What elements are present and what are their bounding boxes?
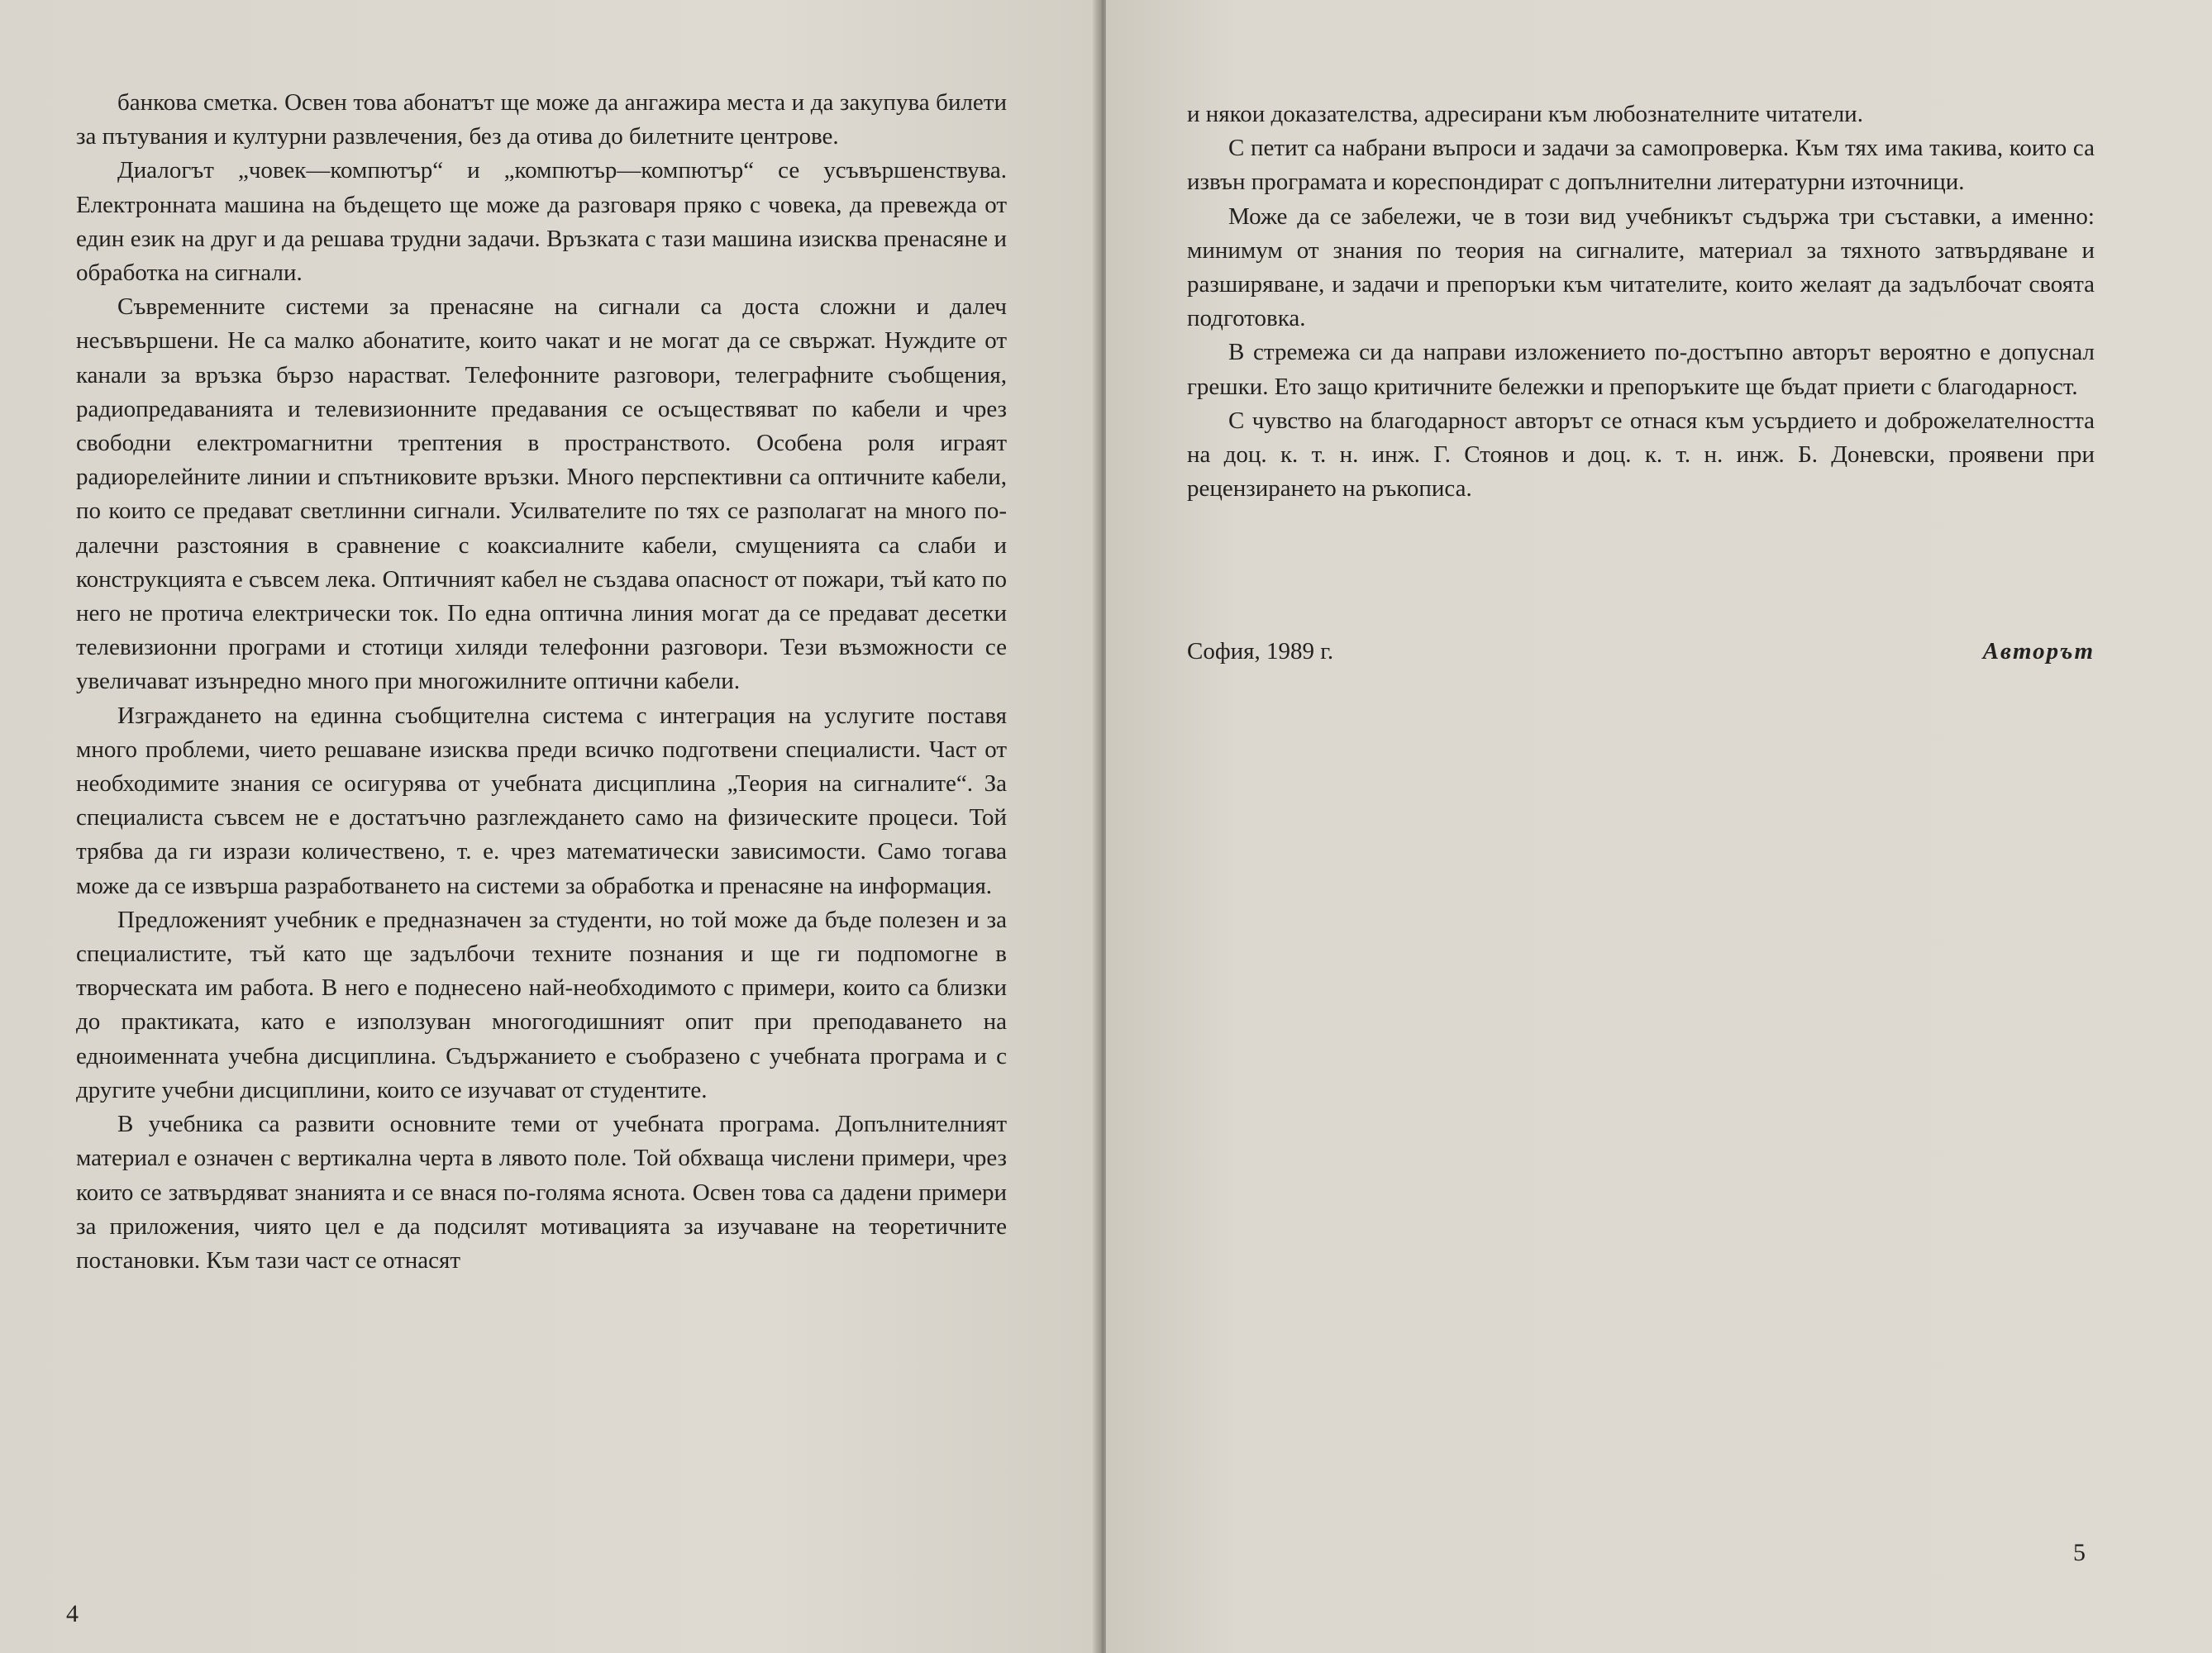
paragraph: банкова сметка. Освен това абонатът ще може да ангажира места и да закупува билети за пътувания и културни развлечения, без да отива до билетните центрове.	[76, 89, 1007, 150]
paragraph: Може да се забележи, че в този вид учебникът съдържа три съставки, а именно: минимум от знания по теория на сигналите, материал за тяхното затвърдяване и разширяване, и задачи и препоръки към читателите, които желаят да задълбочат своята подготовка.	[1187, 202, 2095, 332]
page-number: 4	[66, 1600, 79, 1627]
paragraph: и някои доказателства, адресирани към любознателните читатели.	[1187, 101, 1863, 127]
paragraph: Изграждането на единна съобщителна система с интеграция на услугите поставя много проблеми, чието решаване изисква преди всичко подготвени специалисти. Част от необходимите знания се осигурява от учебната дисциплина „Теория на сигналите“. За специалиста съвсем не е достатъчно разглеждането само на физическите процеси. Той трябва да ги изрази количествено, т. е. чрез математически зависимости. Само тогава може да се извърша разработването на системи за обработка и пренасяне на информация.	[76, 702, 1007, 899]
left-page	[0, 0, 1099, 1653]
signature-line	[1187, 638, 2095, 665]
place-date: София, 1989 г.	[1187, 638, 1334, 665]
paragraph: Диалогът „човек—компютър“ и „компютър—компютър“ се усъвършенствува. Електронната машина на бъдещето ще може да разговаря пряко с човека, да превежда от един език на друг и да решава трудни задачи. Връзката с тази машина изисква пренасяне и обработка на сигнали.	[76, 157, 1007, 287]
left-page-body	[76, 86, 1007, 1278]
paragraph: В учебника са развити основните теми от учебната програма. Допълнителният материал е означен с вертикална черта в лявото поле. Той обхваща числени примери, чрез които се затвърдяват знанията и се внася по-голяма яснота. Освен това са дадени примери за приложения, чиято цел е да подсилят мотивацията за изучаване на теоретичните постановки. Към тази част се отнасят	[76, 1111, 1007, 1274]
paragraph: Предложеният учебник е предназначен за студенти, но той може да бъде полезен и за специалистите, тъй като ще задълбочи техните познания и ще ги подпомогне в творческата им работа. В него е поднесено най-необходимото с примери, които са близки до практиката, като е използуван многогодишният опит при преподаването на едноименната учебна дисциплина. Съдържанието е съобразено с учебната програма и с другите учебни дисциплини, които се изучават от студентите.	[76, 906, 1007, 1103]
page-number: 5	[2073, 1539, 2086, 1566]
paragraph: С чувство на благодарност авторът се отнася към усърдието и доброжелателността на доц. к. т. н. инж. Г. Стоянов и доц. к. т. н. инж. Б. Доневски, проявени при рецензирането на ръкописа.	[1187, 407, 2095, 503]
right-page-body	[1187, 98, 2095, 506]
paragraph: В стремежа си да направи изложението по-достъпно авторът вероятно е допуснал грешки. Ето защо критичните бележки и препоръките ще бъдат приети с благодарност.	[1187, 339, 2095, 400]
paragraph: Съвременните системи за пренасяне на сигнали са доста сложни и далеч несъвършени. Не са малко абонатите, които чакат и не могат да се свържат. Нуждите от канали за връзка бързо нарастват. Телефонните разговори, телеграфните съобщения, радиопредаванията и телевизионните предавания се осъществяват по кабели и чрез свободни електромагнитни трептения в пространството. Особена роля играят радиорелейните линии и спътниковите връзки. Много перспективни са оптичните кабели, по които се предават светлинни сигнали. Усилвателите по тях се разполагат на много по-далечни разстояния в сравнение с коаксиалните кабели, смущенията са слаби и конструкцията е съвсем лека. Оптичният кабел не създава опасност от пожари, тъй като по него не протича електрически ток. По една оптична линия могат да се предават десетки телевизионни програми и стотици хиляди телефонни разговори. Тези възможности се увеличават изънредно много при многожилните оптични кабели.	[76, 293, 1007, 695]
paragraph: С петит са набрани въпроси и задачи за самопроверка. Към тях има такива, които са извън програмата и кореспондират с допълнителни литературни източници.	[1187, 135, 2095, 196]
author-signature: Авторът	[1982, 638, 2095, 665]
